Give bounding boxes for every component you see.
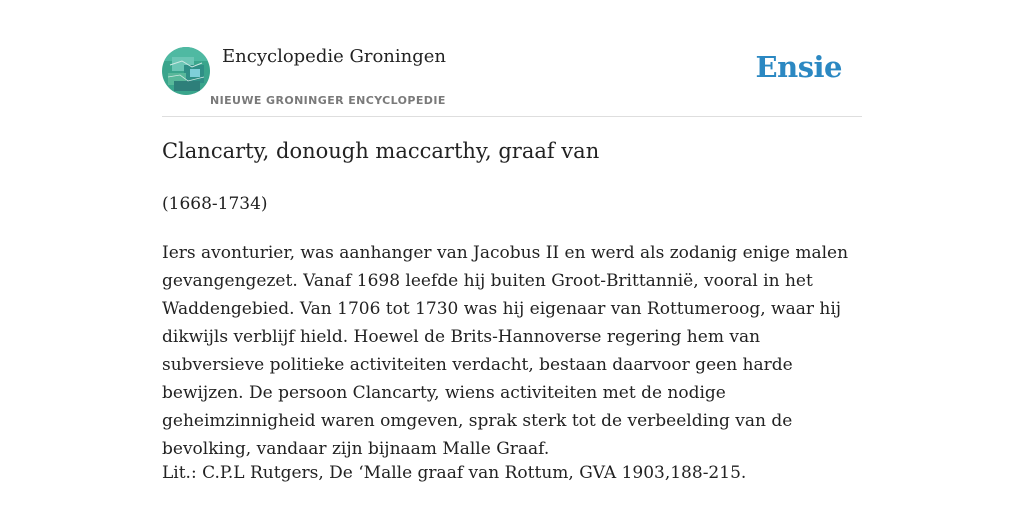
ensie-brand-logo[interactable]: Ensie [755, 50, 842, 84]
groningen-map-logo-icon[interactable] [162, 47, 210, 95]
site-subtitle: NIEUWE GRONINGER ENCYCLOPEDIE [210, 94, 446, 107]
article-dates: (1668-1734) [162, 194, 268, 214]
article-literature: Lit.: C.P.L Rutgers, De ‘Malle graaf van Rottum, GVA 1903,188-215. [162, 463, 747, 483]
article-body: Iers avonturier, was aanhanger van Jacobus II en werd als zodanig enige malen gevangengezet. Vanaf 1698 leefde hij buiten Groot-Brittannië, vooral in het Waddengebied. Van 1706 tot 1730 was hij eigenaar van Rottumeroog, waar hij dikwijls verblijf hield. Hoewel de Brits-Hannoverse regering hem van subversieve politieke activiteiten verdacht, bestaan daarvoor geen harde bewijzen. De persoon Clancarty, wiens activiteiten met de nodige geheimzinnigheid waren omgeven, sprak sterk tot de verbeelding van de bevolking, vandaar zijn bijnaam Malle Graaf. [162, 243, 849, 459]
site-header [162, 40, 862, 117]
article-title: Clancarty, donough maccarthy, graaf van [162, 139, 600, 163]
site-name[interactable]: Encyclopedie Groningen [222, 46, 447, 67]
